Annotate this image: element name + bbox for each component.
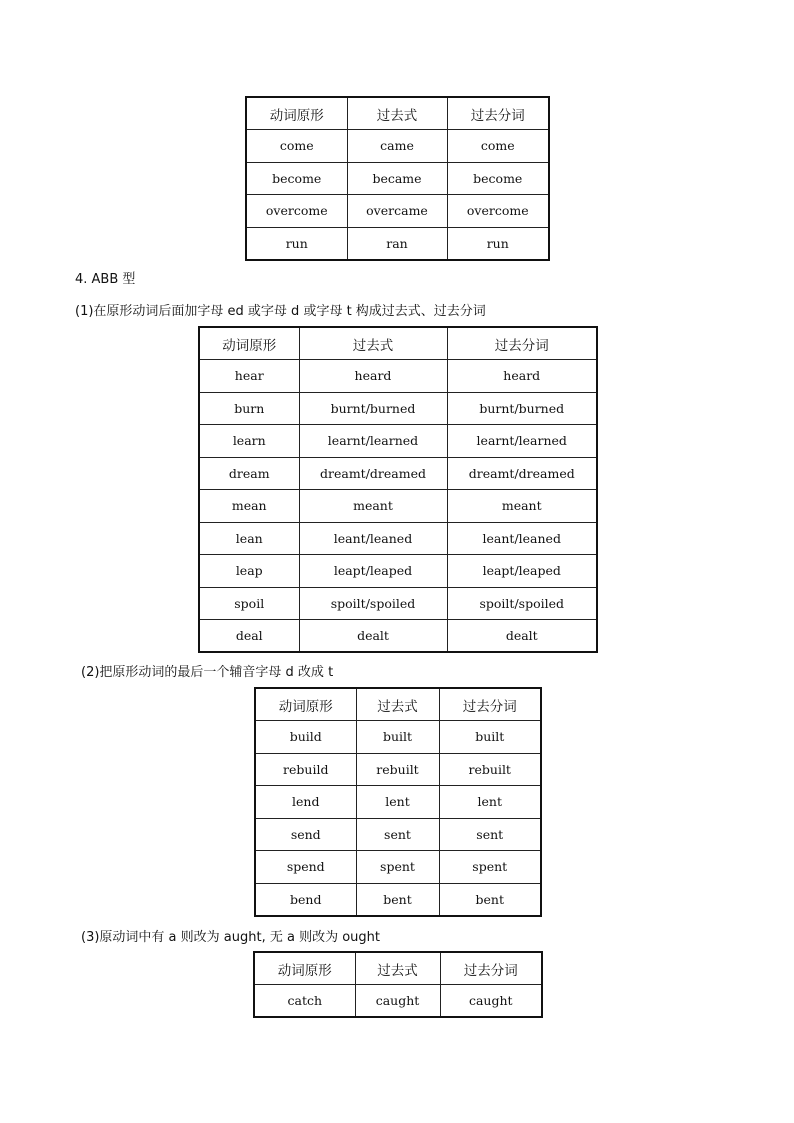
cell-past-participle: run — [447, 227, 549, 260]
verb-table-1 — [245, 96, 550, 261]
table-row — [199, 555, 597, 588]
cell-past-tense: caught — [355, 985, 440, 1018]
cell-past-tense: spent — [356, 851, 439, 884]
table-header-row — [255, 688, 541, 721]
table-row — [199, 457, 597, 490]
cell-base-form: rebuild — [255, 753, 356, 786]
cell-past-tense: ran — [347, 227, 447, 260]
cell-past-participle: become — [447, 162, 549, 195]
cell-past-tense: dealt — [299, 620, 447, 653]
cell-past-tense: learnt/learned — [299, 425, 447, 458]
cell-past-tense: lent — [356, 786, 439, 819]
header-base-form: 动词原形 — [255, 688, 356, 721]
cell-base-form: catch — [254, 985, 355, 1018]
table-row — [199, 360, 597, 393]
cell-past-tense: came — [347, 130, 447, 163]
table-row — [255, 786, 541, 819]
cell-past-tense: meant — [299, 490, 447, 523]
verb-table-2 — [198, 326, 598, 653]
header-past-tense: 过去式 — [299, 327, 447, 360]
cell-past-tense: became — [347, 162, 447, 195]
table-row — [255, 753, 541, 786]
table-row — [199, 425, 597, 458]
table-row — [246, 162, 549, 195]
cell-base-form: deal — [199, 620, 299, 653]
table-row — [199, 587, 597, 620]
header-base-form: 动词原形 — [254, 952, 355, 985]
table-header-row — [199, 327, 597, 360]
cell-base-form: bend — [255, 883, 356, 916]
table-header-row — [246, 97, 549, 130]
header-base-form: 动词原形 — [199, 327, 299, 360]
header-past-participle: 过去分词 — [447, 97, 549, 130]
cell-past-tense: rebuilt — [356, 753, 439, 786]
cell-base-form: overcome — [246, 195, 347, 228]
cell-past-tense: dreamt/dreamed — [299, 457, 447, 490]
cell-past-tense: leant/leaned — [299, 522, 447, 555]
table-row — [246, 130, 549, 163]
cell-base-form: hear — [199, 360, 299, 393]
cell-base-form: dream — [199, 457, 299, 490]
section-heading-abb: 4. ABB 型 — [75, 272, 136, 287]
cell-base-form: become — [246, 162, 347, 195]
header-past-participle: 过去分词 — [439, 688, 541, 721]
header-past-tense: 过去式 — [347, 97, 447, 130]
cell-past-tense: burnt/burned — [299, 392, 447, 425]
cell-past-participle: burnt/burned — [447, 392, 597, 425]
header-past-participle: 过去分词 — [447, 327, 597, 360]
verb-table-4 — [253, 951, 543, 1018]
table-row — [199, 392, 597, 425]
cell-past-tense: sent — [356, 818, 439, 851]
cell-past-participle: heard — [447, 360, 597, 393]
cell-past-participle: leapt/leaped — [447, 555, 597, 588]
table-row — [254, 985, 542, 1018]
cell-past-tense: bent — [356, 883, 439, 916]
cell-base-form: build — [255, 721, 356, 754]
cell-past-participle: spent — [439, 851, 541, 884]
header-base-form: 动词原形 — [246, 97, 347, 130]
cell-past-participle: dreamt/dreamed — [447, 457, 597, 490]
cell-base-form: leap — [199, 555, 299, 588]
cell-base-form: run — [246, 227, 347, 260]
cell-base-form: lean — [199, 522, 299, 555]
cell-past-tense: heard — [299, 360, 447, 393]
cell-past-participle: spoilt/spoiled — [447, 587, 597, 620]
cell-past-participle: learnt/learned — [447, 425, 597, 458]
cell-past-tense: overcame — [347, 195, 447, 228]
cell-base-form: lend — [255, 786, 356, 819]
table-row — [246, 227, 549, 260]
cell-base-form: spend — [255, 851, 356, 884]
cell-past-participle: dealt — [447, 620, 597, 653]
cell-past-tense: spoilt/spoiled — [299, 587, 447, 620]
rule-1-text: (1)在原形动词后面加字母 ed 或字母 d 或字母 t 构成过去式、过去分词 — [75, 304, 486, 319]
verb-table-body — [246, 97, 549, 260]
cell-past-participle: lent — [439, 786, 541, 819]
table-row — [255, 851, 541, 884]
verb-table-body — [254, 952, 542, 1017]
rule-2-text: (2)把原形动词的最后一个辅音字母 d 改成 t — [81, 665, 334, 680]
cell-base-form: spoil — [199, 587, 299, 620]
cell-base-form: send — [255, 818, 356, 851]
cell-past-participle: leant/leaned — [447, 522, 597, 555]
cell-past-participle: sent — [439, 818, 541, 851]
cell-past-tense: leapt/leaped — [299, 555, 447, 588]
cell-past-tense: built — [356, 721, 439, 754]
table-row — [246, 195, 549, 228]
cell-base-form: burn — [199, 392, 299, 425]
cell-base-form: mean — [199, 490, 299, 523]
cell-past-participle: come — [447, 130, 549, 163]
header-past-tense: 过去式 — [355, 952, 440, 985]
table-header-row — [254, 952, 542, 985]
header-past-participle: 过去分词 — [440, 952, 542, 985]
cell-past-participle: built — [439, 721, 541, 754]
header-past-tense: 过去式 — [356, 688, 439, 721]
verb-table-body — [255, 688, 541, 916]
table-row — [199, 620, 597, 653]
verb-table-body — [199, 327, 597, 652]
cell-past-participle: caught — [440, 985, 542, 1018]
table-row — [255, 721, 541, 754]
rule-3-text: (3)原动词中有 a 则改为 aught, 无 a 则改为 ought — [81, 930, 380, 945]
cell-past-participle: overcome — [447, 195, 549, 228]
table-row — [199, 490, 597, 523]
verb-table-3 — [254, 687, 542, 917]
table-row — [255, 818, 541, 851]
cell-past-participle: meant — [447, 490, 597, 523]
cell-base-form: learn — [199, 425, 299, 458]
table-row — [255, 883, 541, 916]
cell-past-participle: rebuilt — [439, 753, 541, 786]
cell-base-form: come — [246, 130, 347, 163]
cell-past-participle: bent — [439, 883, 541, 916]
table-row — [199, 522, 597, 555]
